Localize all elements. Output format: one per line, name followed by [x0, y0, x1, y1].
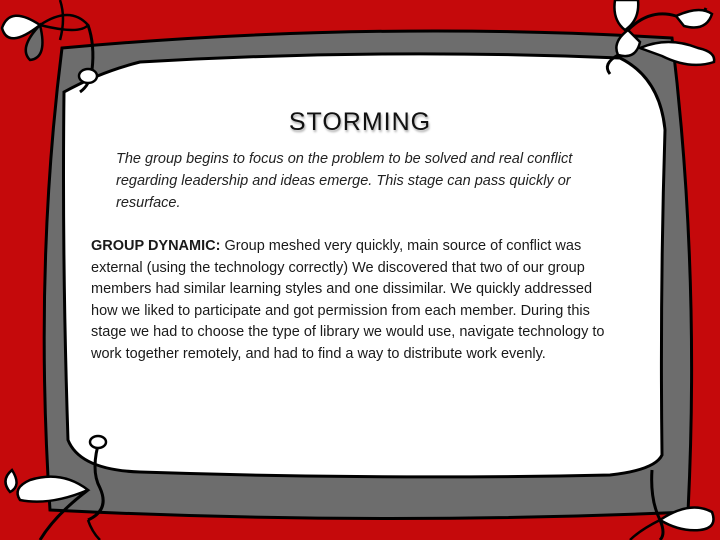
group-dynamic-paragraph — [91, 236, 611, 366]
group-dynamic-label: GROUP DYNAMIC: — [91, 238, 221, 254]
group-dynamic-text: Group meshed very quickly, main source of conflict was external (using the technology correctly) We discovered that two of our group members had similar learning styles and one dissimilar. We quickly addressed how we liked to participate and got permission from each member. During this stage we had to choose the type of library we would use, navigate technology to work together remotely, and had to find a way to distribute work evenly. — [91, 238, 605, 362]
slide-title: STORMING — [288, 108, 432, 136]
stage-description: The group begins to focus on the problem to be solved and real conflict regarding leadership and ideas emerge. This stage can pass quickly or resurface. — [116, 151, 573, 211]
